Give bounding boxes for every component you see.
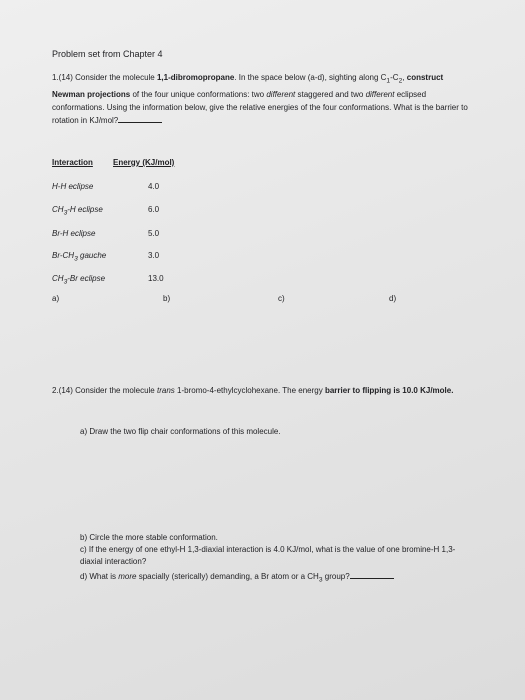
q1-text-f: of the four unique conformations: two	[132, 89, 265, 99]
page-title: Problem set from Chapter 4	[52, 49, 163, 59]
q2-part-d-more: more	[118, 572, 137, 581]
q2-part-c-text: If the energy of one ethyl-H 1,3-diaxial interaction is 4.0 KJ/mol, what is the value of one bromine-H 1,3-diaxial interaction?	[80, 545, 456, 566]
q2-part-d-text-c: group?	[324, 572, 350, 581]
q2-text-a: Consider the molecule	[75, 386, 155, 395]
table-row-value: 13.0	[148, 274, 164, 283]
q2-trans: trans	[156, 386, 175, 395]
table-header-interaction: Interaction	[52, 158, 93, 167]
answer-label-c: c)	[278, 294, 285, 303]
table-row-value: 4.0	[148, 182, 160, 191]
table-row-label: $CH_3-H$ eclipse	[52, 205, 103, 217]
q2-part-a	[80, 426, 281, 438]
q2-part-d	[80, 570, 480, 587]
question-2	[52, 384, 472, 397]
table-row-value: 3.0	[148, 251, 160, 260]
q1-text-h: eclipsed conformations. Using the information below, give the relative energies of the four conformations. What is the barrier to rotation in KJ/mol?	[52, 89, 468, 125]
table-header-energy: Energy (KJ/mol)	[113, 158, 175, 167]
q1-different-2: different	[365, 89, 395, 99]
q2-part-d-text-a: What is	[89, 572, 117, 581]
q1-text-g: staggered and two	[297, 89, 364, 99]
q2-number: 2.(14)	[52, 386, 73, 395]
table-row-label: H-H eclipse	[52, 182, 94, 191]
q2-part-c-label: c)	[80, 545, 87, 554]
q1-text-d: ,	[402, 73, 405, 82]
table-row-value: 5.0	[148, 229, 160, 238]
q1-sub1: 1	[386, 77, 391, 85]
table-row-value: 6.0	[148, 205, 160, 214]
table-row-label: Br-H eclipse	[52, 229, 96, 238]
q1-answer-blank[interactable]	[118, 114, 162, 123]
q2-part-a-label: a)	[80, 427, 88, 436]
q2-part-a-text: Draw the two flip chair conformations of this molecule.	[89, 427, 281, 436]
table-row-label: $CH_3-Br$ eclipse	[52, 274, 106, 286]
q1-text-a: Consider the molecule	[75, 73, 155, 82]
q2-part-d-sub: 3	[318, 576, 323, 584]
q1-molecule: 1,1-dibromopropane	[156, 73, 235, 82]
q2-part-d-label: d)	[80, 572, 88, 581]
answer-label-d: d)	[389, 294, 397, 303]
q2-part-d-text-b: spacially (sterically) demanding, a Br atom or a CH	[138, 572, 319, 581]
q2-part-b-text: Circle the more stable conformation.	[89, 533, 218, 542]
q2-d-answer-blank[interactable]	[350, 570, 394, 579]
table-row-label: $Br-CH_3$ gauche	[52, 251, 107, 263]
q1-number: 1.(14)	[52, 73, 73, 82]
q1-text-e: construct Newman projections	[52, 73, 444, 99]
q1-sub2: 2	[398, 77, 403, 85]
q2-part-c	[80, 544, 475, 568]
q2-barrier: barrier to flipping is 10.0 KJ/mole.	[324, 386, 454, 395]
answer-label-b: b)	[163, 294, 171, 303]
q2-part-b-label: b)	[80, 533, 88, 542]
q1-text-b: . In the space below (a-d), sighting along C	[234, 73, 387, 82]
answer-label-a: a)	[52, 294, 60, 303]
q2-part-b	[80, 532, 218, 544]
q1-text-c: -C	[390, 73, 399, 82]
question-1	[52, 71, 472, 127]
q1-different-1: different	[266, 89, 296, 99]
q2-text-b: 1-bromo-4-ethylcyclohexane. The energy	[177, 386, 323, 395]
